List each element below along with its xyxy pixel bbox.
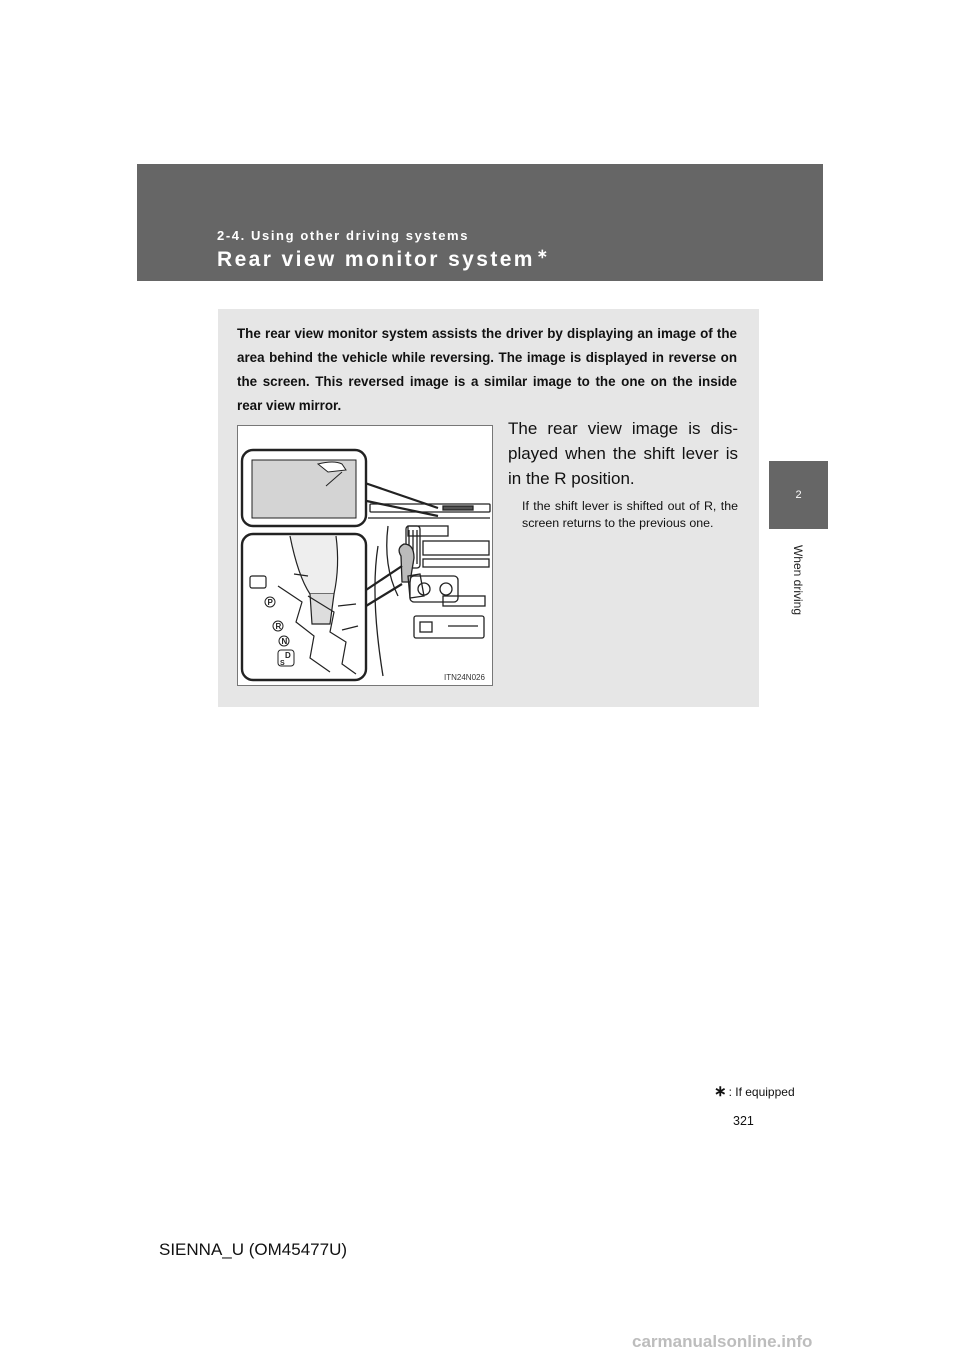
shift-label-r: R bbox=[275, 622, 282, 631]
footnote bbox=[714, 1082, 795, 1100]
audio-slot bbox=[423, 559, 489, 567]
audio-panel bbox=[423, 541, 489, 555]
sub-note: If the shift lever is shifted out of R, the screen returns to the previous one. bbox=[522, 499, 738, 530]
chapter-tab-label: When driving bbox=[791, 544, 805, 616]
document-id: SIENNA_U (OM45477U) bbox=[159, 1240, 348, 1259]
chapter-tab-number: 2 bbox=[795, 489, 802, 501]
header-band bbox=[137, 164, 823, 281]
console-edge bbox=[375, 546, 383, 676]
shift-lever-illustration bbox=[237, 425, 493, 686]
page-title bbox=[217, 246, 550, 272]
main-note: The rear view image is dis-played when the shift lever is in the R position. bbox=[508, 419, 738, 488]
illustration-code: ITN24N026 bbox=[444, 673, 485, 682]
chapter-tab bbox=[769, 461, 828, 529]
title-asterisk-marker: ∗ bbox=[536, 246, 551, 261]
shift-label-s: S bbox=[280, 660, 285, 667]
illustration-drawing bbox=[238, 426, 492, 685]
watermark: carmanualsonline.info bbox=[632, 1332, 813, 1351]
shift-label-d: D bbox=[285, 651, 291, 660]
page-title-text: Rear view monitor system bbox=[217, 248, 535, 271]
footnote-text: : If equipped bbox=[728, 1085, 795, 1099]
dash-display bbox=[443, 506, 473, 510]
climate-buttons bbox=[443, 596, 485, 606]
shift-label-p: P bbox=[267, 598, 273, 607]
intro-paragraph: The rear view monitor system assists the driver by displaying an image of the area behind the vehicle while reversing. The image is displayed in reverse on the screen. This reversed image is a similar image to the one on the inside rear view mirror. bbox=[237, 326, 737, 413]
section-label: 2-4. Using other driving systems bbox=[217, 228, 470, 243]
footnote-marker: ∗ bbox=[714, 1083, 727, 1100]
lower-console bbox=[414, 616, 484, 638]
climate-panel bbox=[410, 576, 458, 602]
content-box bbox=[218, 309, 759, 707]
shift-label-n: N bbox=[281, 637, 288, 646]
dash-buttons bbox=[408, 526, 448, 536]
page-number: 321 bbox=[733, 1114, 754, 1128]
